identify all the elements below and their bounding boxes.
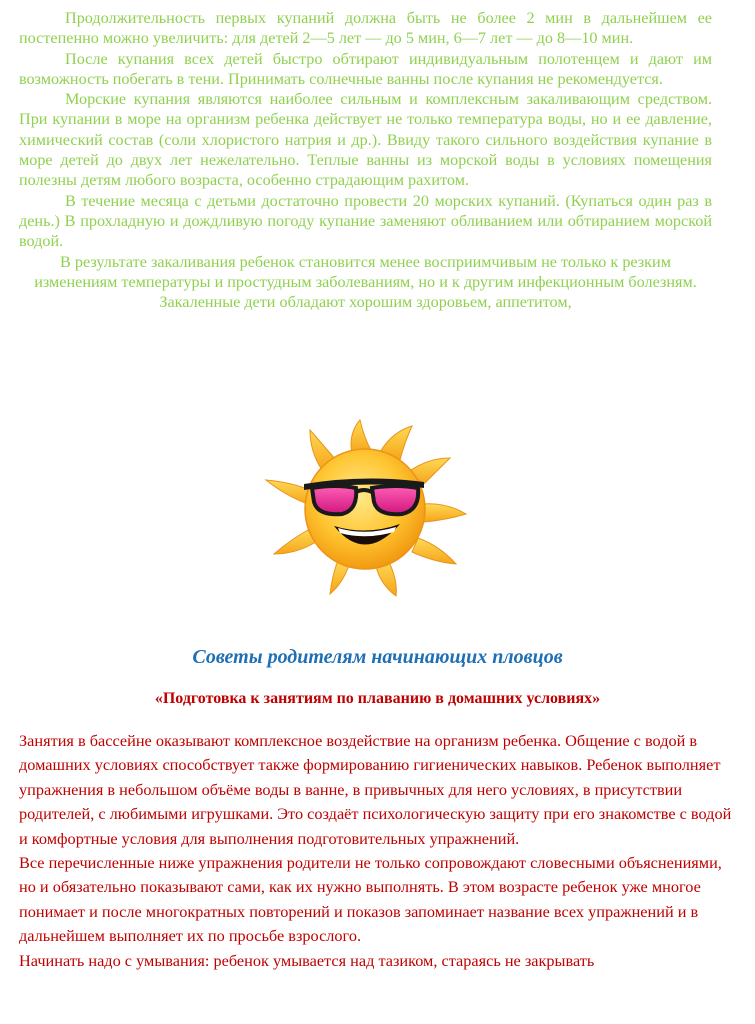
sun-sunglasses-illustration bbox=[252, 414, 482, 599]
intro-closing: В результате закаливания ребенок становится менее восприимчивым не только к резким изменениям температуры и простудным заболеваниям, но и к другим инфекционным болезням. Закаленные дети обладают хорошим здоровьем, аппетитом, bbox=[34, 252, 697, 312]
section-title: Советы родителям начинающих пловцов bbox=[192, 646, 563, 668]
advice-text-block bbox=[19, 729, 735, 973]
intro-text-block bbox=[19, 8, 712, 312]
intro-paragraph: В течение месяца с детьми достаточно провести 20 морских купаний. (Купаться один раз в день.) В прохладную и дождливую погоду купание заменяют обливанием или обтиранием морской водой. bbox=[19, 191, 712, 251]
intro-paragraph: Продолжительность первых купаний должна быть не более 2 мин в дальнейшем ее постепенно можно увеличить: для детей 2—5 лет — до 5 мин, 6—7 лет — до 8—10 мин. bbox=[19, 9, 712, 48]
intro-paragraph: Морские купания являются наиболее сильным и комплексным закаливающим средством. При купании в море на организм ребенка действует не только температура воды, но и ее давление, химический состав (соли хлористого натрия и др.). Ввиду такого сильного воздействия купание в море детей до двух лет нежелательно. Теплые ванны из морской воды в условиях помещения полезны детям любого возраста, особенно страдающим рахитом. bbox=[19, 90, 712, 190]
advice-paragraph: Занятия в бассейне оказывают комплексное воздействие на организм ребенка. Общение с водой в домашних условиях способствует также формированию гигиенических навыков. Ребенок выполняет упражнения в небольшом объёме воды в ванне, в привычных для него условиях, в присутствии родителей, с любимыми игрушками. Это создаёт психологическую защиту при его знакомстве с водой и комфортные условия для выполнения подготовительных упражнений. bbox=[19, 731, 732, 848]
intro-paragraph: После купания всех детей быстро обтирают индивидуальным полотенцем и дают им возможность побегать в тени. Принимать солнечные ванны после купания не рекомендуется. bbox=[19, 49, 712, 88]
section-subtitle: «Подготовка к занятиям по плаванию в домашних условиях» bbox=[154, 690, 601, 707]
advice-paragraph: Все перечисленные ниже упражнения родители не только сопровождают словесными объяснениями, но и обязательно показывают сами, как их нужно выполнять. В этом возрасте ребенок уже многое понимает и после многократных повторений и показов запоминает название всех упражнений и в дальнейшем выполняет их по просьбе взрослого. bbox=[19, 853, 722, 946]
advice-paragraph: Начинать надо с умывания: ребенок умывается над тазиком, стараясь не закрывать bbox=[19, 950, 595, 970]
